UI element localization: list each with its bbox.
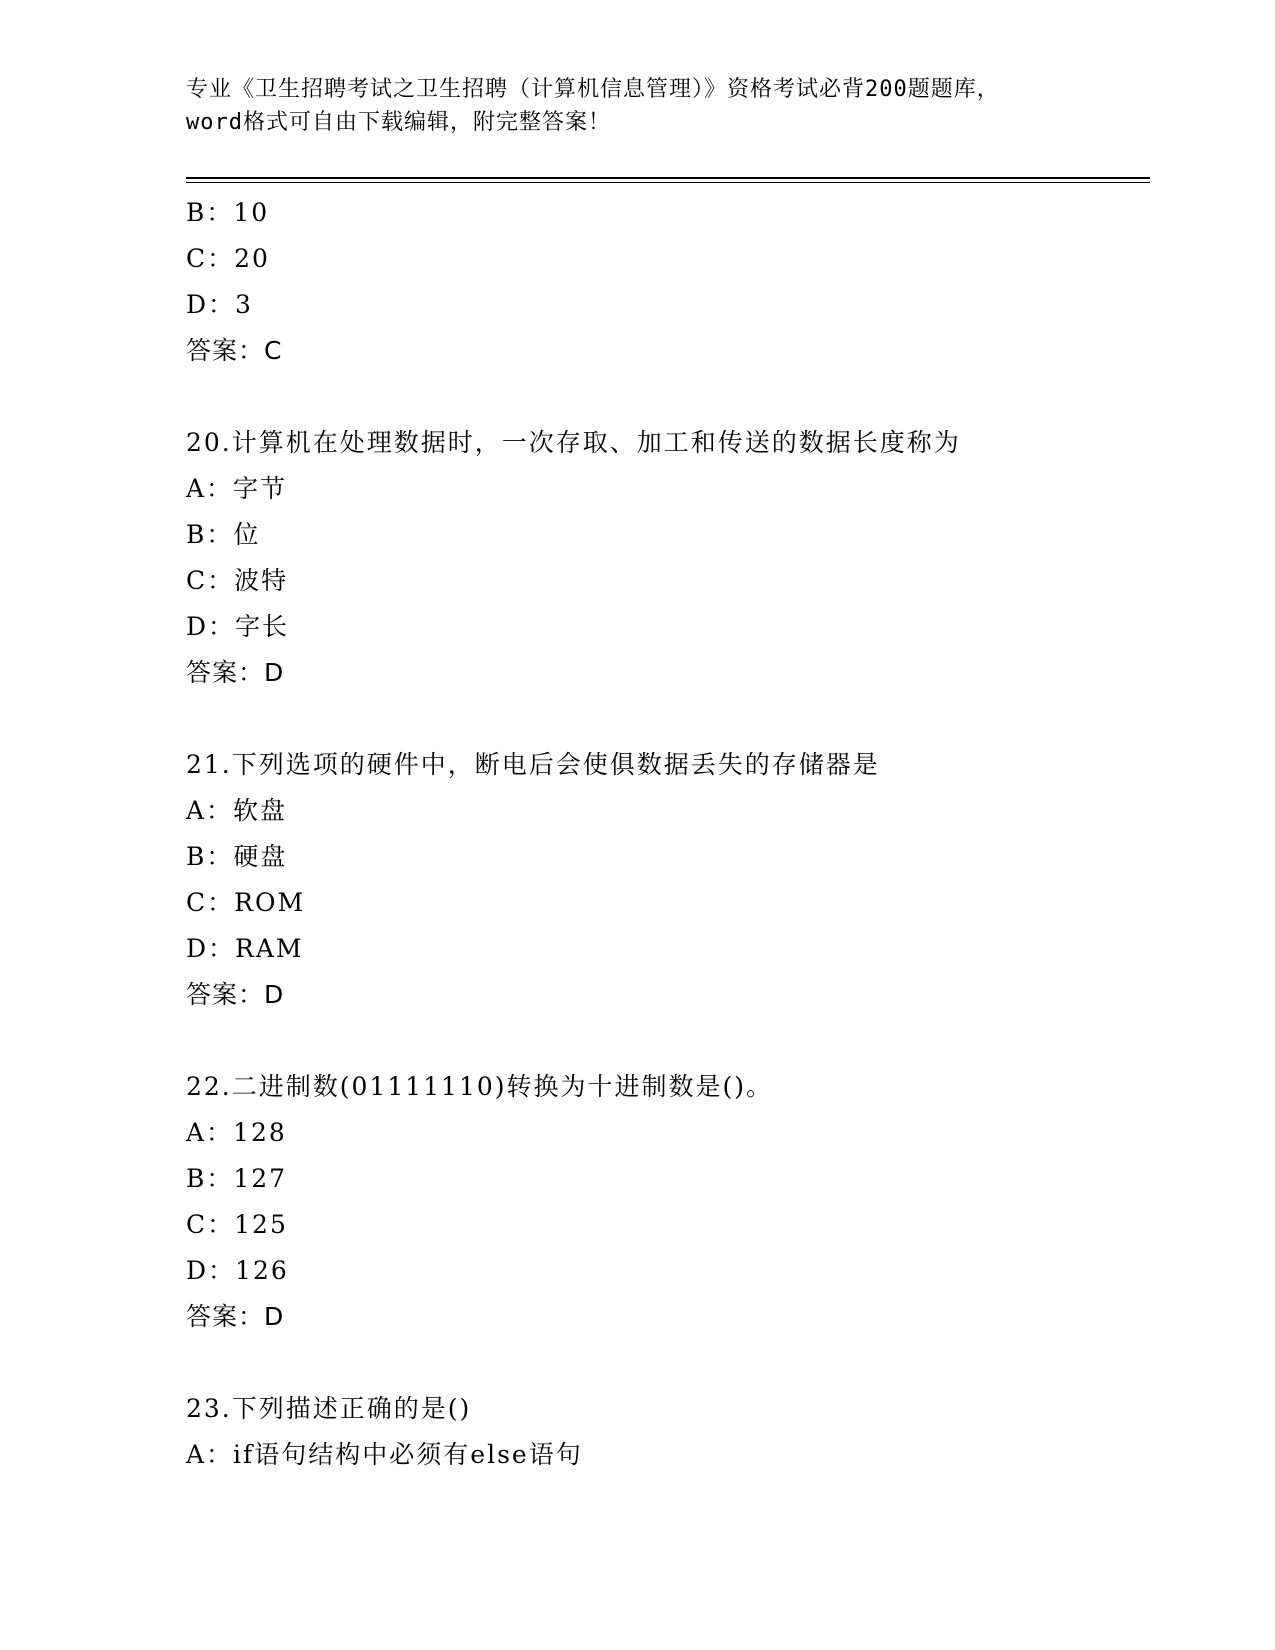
option-c: C：ROM xyxy=(186,888,306,917)
spacer xyxy=(186,696,1146,742)
option-a: A：if语句结构中必须有else语句 xyxy=(186,1440,583,1469)
option-a: A：128 xyxy=(186,1118,287,1147)
document-header xyxy=(186,73,1086,139)
option-b: B：10 xyxy=(186,198,270,227)
option-b: B：硬盘 xyxy=(186,842,288,871)
option-d: D：字长 xyxy=(186,612,290,641)
spacer xyxy=(186,1340,1146,1386)
question-19 xyxy=(186,190,1146,374)
question-text: 21.下列选项的硬件中，断电后会使俱数据丢失的存储器是 xyxy=(186,750,880,779)
answer: 答案：D xyxy=(186,980,285,1009)
header-title-line-1: 专业《卫生招聘考试之卫生招聘（计算机信息管理）》资格考试必背200题题库， xyxy=(186,77,1000,102)
answer: 答案：D xyxy=(186,1302,285,1331)
option-c: C：波特 xyxy=(186,566,289,595)
question-20 xyxy=(186,420,1146,696)
spacer xyxy=(186,1018,1146,1064)
answer: 答案：C xyxy=(186,336,283,365)
spacer xyxy=(186,374,1146,420)
option-c: C：125 xyxy=(186,1210,288,1239)
question-21 xyxy=(186,742,1146,1018)
question-list xyxy=(186,190,1146,1478)
option-a: A：字节 xyxy=(186,474,288,503)
answer: 答案：D xyxy=(186,658,285,687)
option-d: D：3 xyxy=(186,290,253,319)
question-22 xyxy=(186,1064,1146,1340)
option-c: C：20 xyxy=(186,244,270,273)
option-d: D：126 xyxy=(186,1256,289,1285)
header-title-line-2: word格式可自由下载编辑，附完整答案！ xyxy=(186,110,611,135)
header-rule-thin xyxy=(186,182,1150,183)
question-text: 20.计算机在处理数据时，一次存取、加工和传送的数据长度称为 xyxy=(186,428,961,457)
option-b: B：127 xyxy=(186,1164,288,1193)
question-text: 23.下列描述正确的是() xyxy=(186,1394,472,1423)
option-a: A：软盘 xyxy=(186,796,288,825)
option-d: D：RAM xyxy=(186,934,304,963)
option-b: B：位 xyxy=(186,520,261,549)
header-rule-thick xyxy=(186,177,1150,179)
question-23 xyxy=(186,1386,1146,1478)
question-text: 22.二进制数(01111110)转换为十进制数是()。 xyxy=(186,1072,774,1101)
